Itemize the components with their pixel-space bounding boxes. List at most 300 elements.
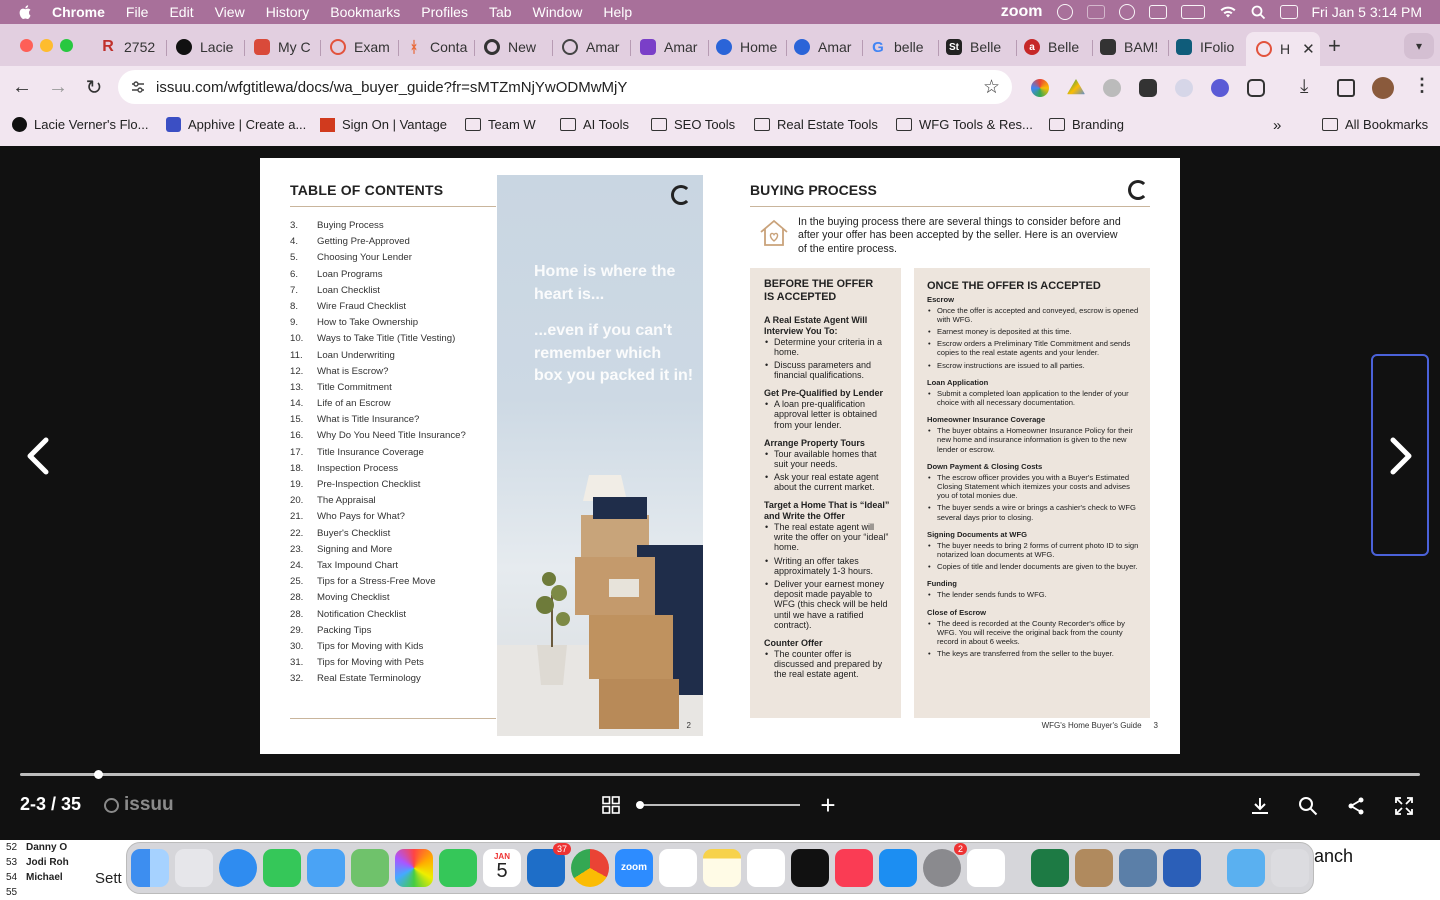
menu-tab[interactable]: Tab xyxy=(488,4,512,20)
toc-item-number: 29. xyxy=(290,624,304,636)
process-bullet: • The buyer obtains a Homeowner Insurance Policy for their new home and insurance information is given to the new lender or escrow. xyxy=(927,426,1140,454)
bookmark-vantage[interactable] xyxy=(320,117,447,132)
toc-item-title: Loan Underwriting xyxy=(317,349,395,361)
tab-favicon-icon: St xyxy=(946,39,962,55)
toc-item-number: 32. xyxy=(290,673,304,685)
toc-item[interactable] xyxy=(290,220,500,236)
row-number: 54 xyxy=(6,872,18,883)
toc-item[interactable] xyxy=(290,236,500,252)
menu-app-name[interactable]: Chrome xyxy=(52,4,105,20)
after-offer-heading: ONCE THE OFFER IS ACCEPTED xyxy=(927,280,1101,292)
menu-profiles[interactable]: Profiles xyxy=(421,4,468,20)
browser-tab[interactable] xyxy=(254,32,310,62)
menu-window[interactable]: Window xyxy=(532,4,583,20)
bookmark-folder-team-w[interactable] xyxy=(465,117,536,132)
chrome-icon[interactable] xyxy=(571,849,609,887)
tab-favicon-icon xyxy=(1100,39,1116,55)
preview-icon[interactable] xyxy=(1119,849,1157,887)
apple-icon[interactable] xyxy=(18,4,34,20)
toc-item[interactable] xyxy=(290,463,500,479)
launchpad-icon[interactable] xyxy=(175,849,213,887)
zoom-in-button[interactable]: + xyxy=(820,790,836,820)
process-bullets xyxy=(764,649,892,680)
bookmark-star-icon[interactable]: ☆ xyxy=(982,77,1000,98)
browser-tab-active[interactable] xyxy=(1246,32,1320,66)
menu-edit[interactable]: Edit xyxy=(169,4,194,20)
folder-icon xyxy=(651,118,667,131)
toc-item-title: Buyer's Checklist xyxy=(317,527,391,539)
browser-tab[interactable] xyxy=(562,32,618,62)
menu-help[interactable]: Help xyxy=(603,4,633,20)
toc-item-title: Signing and More xyxy=(317,543,393,555)
folder-icon xyxy=(560,118,576,131)
reminders-icon[interactable] xyxy=(659,849,697,887)
browser-tab[interactable] xyxy=(794,32,850,62)
downloads-folder-icon[interactable] xyxy=(1227,849,1265,887)
toc-item[interactable] xyxy=(290,382,500,398)
browser-menu-icon[interactable]: ⋮ xyxy=(1413,75,1431,95)
tab-separator xyxy=(938,40,939,56)
background-settings-label: Sett xyxy=(95,870,122,887)
wfg-logo-icon xyxy=(1128,180,1148,200)
process-section xyxy=(764,438,892,493)
tab-separator xyxy=(552,40,553,56)
tab-favicon-icon: a xyxy=(1024,39,1040,55)
word-icon[interactable] xyxy=(1163,849,1201,887)
close-window-button[interactable] xyxy=(20,39,33,52)
left-page-number: 2 xyxy=(686,721,691,730)
extension-cloud-icon[interactable] xyxy=(1175,79,1193,97)
extensions-puzzle-icon[interactable] xyxy=(1247,79,1265,97)
browser-tab[interactable] xyxy=(330,32,390,62)
extension-star-icon[interactable] xyxy=(1211,79,1229,97)
toc-item-number: 5. xyxy=(290,252,299,264)
house-heart-icon xyxy=(758,218,790,248)
toc-item-number: 20. xyxy=(290,495,304,507)
tab-separator xyxy=(708,40,709,56)
profile-avatar[interactable] xyxy=(1372,77,1394,99)
tab-favicon-icon: R xyxy=(102,38,114,55)
side-panel-icon[interactable] xyxy=(1337,79,1355,97)
toc-item-number: 7. xyxy=(290,284,299,296)
page-indicator: 2-3 / 35 xyxy=(20,794,82,814)
toc-item[interactable] xyxy=(290,576,500,592)
bookmarks-overflow-chevron-icon[interactable]: » xyxy=(1273,117,1282,134)
toc-item[interactable] xyxy=(290,511,500,527)
tab-separator xyxy=(1168,40,1169,56)
facetime-icon[interactable] xyxy=(439,849,477,887)
control-center-icon[interactable] xyxy=(1280,5,1298,19)
safari-icon[interactable] xyxy=(219,849,257,887)
google-drive-icon[interactable] xyxy=(1067,79,1085,97)
process-section xyxy=(927,415,1140,454)
tab-label: Belle xyxy=(970,39,1002,55)
menubar-clock[interactable]: Fri Jan 5 3:14 PM xyxy=(1311,4,1422,20)
browser-tab[interactable] xyxy=(1024,32,1084,62)
toc-item-title: Title Insurance Coverage xyxy=(317,446,424,458)
process-bullets xyxy=(764,449,892,493)
battery-icon[interactable] xyxy=(1181,5,1205,19)
toc-item-title: Choosing Your Lender xyxy=(317,252,412,264)
toc-item-number: 24. xyxy=(290,559,304,571)
process-section-heading: Counter Offer xyxy=(764,638,823,649)
bookmark-label: Team W xyxy=(488,117,536,132)
toc-item-number: 22. xyxy=(290,527,304,539)
toc-item[interactable] xyxy=(290,333,500,349)
browser-tab[interactable] xyxy=(946,32,1006,62)
extension-k-icon[interactable] xyxy=(1103,79,1121,97)
toc-item-number: 4. xyxy=(290,236,299,248)
outlook-icon[interactable] xyxy=(527,844,567,887)
process-bullet: • Tour available homes that suit your needs. xyxy=(764,449,892,469)
toc-item-number: 19. xyxy=(290,479,304,490)
tab-favicon-icon: G xyxy=(872,38,884,56)
bookmark-folder-branding[interactable] xyxy=(1049,117,1124,132)
toc-item-number: 8. xyxy=(290,300,299,312)
process-bullet: • Earnest money is deposited at this time. xyxy=(927,327,1140,336)
downloads-icon[interactable]: ⤓ xyxy=(1300,76,1309,97)
browser-window xyxy=(0,24,1440,146)
toc-item[interactable] xyxy=(290,317,500,333)
status-area xyxy=(1001,0,1422,24)
toc-item-title: Why Do You Need Title Insurance? xyxy=(317,430,466,442)
tab-favicon-icon xyxy=(1176,39,1192,55)
toc-item-number: 10. xyxy=(290,333,304,345)
process-bullet: • The real estate agent will write the offer on your “ideal” home. xyxy=(764,522,892,553)
toc-item[interactable] xyxy=(290,495,500,511)
toc-item-number: 31. xyxy=(290,657,304,669)
tab-search-button[interactable]: ▾ xyxy=(1404,33,1434,59)
toc-item-title: Inspection Process xyxy=(317,462,399,474)
browser-tab[interactable] xyxy=(870,32,928,62)
search-icon[interactable] xyxy=(1298,796,1318,816)
toc-item[interactable] xyxy=(290,398,500,414)
row-name: Danny O xyxy=(26,842,68,853)
tab-favicon-icon xyxy=(640,39,656,55)
tab-label: Exam xyxy=(354,39,390,55)
moving-boxes-photo xyxy=(497,175,703,736)
tab-separator xyxy=(166,40,167,56)
next-page-arrow-icon xyxy=(1385,436,1417,476)
minimize-window-button[interactable] xyxy=(40,39,53,52)
toc-item-title: Tips for Moving with Pets xyxy=(317,657,424,669)
photos-icon[interactable] xyxy=(395,849,433,887)
background-text: anch xyxy=(1314,846,1354,866)
folder-icon xyxy=(754,118,770,131)
toc-item-number: 12. xyxy=(290,365,304,377)
tab-separator xyxy=(1016,40,1017,56)
bookmark-lacie[interactable] xyxy=(12,117,148,132)
menu-file[interactable]: File xyxy=(125,4,149,20)
tab-favicon-icon xyxy=(330,39,346,55)
photo-quote xyxy=(534,261,694,388)
share-icon[interactable] xyxy=(1346,796,1366,816)
process-section-heading: Signing Documents at WFG xyxy=(927,529,1027,539)
process-section-heading: A Real Estate Agent Will Interview You To: xyxy=(764,315,868,336)
toc-item[interactable] xyxy=(290,366,500,382)
browser-toolbar xyxy=(0,66,1440,108)
process-section xyxy=(764,500,892,630)
browser-tab[interactable] xyxy=(1176,32,1236,62)
toc-item[interactable] xyxy=(290,528,500,544)
bookmark-folder-ai-tools[interactable] xyxy=(560,117,629,132)
toc-item-number: 23. xyxy=(290,543,304,555)
process-section xyxy=(927,530,1140,572)
tab-separator xyxy=(786,40,787,56)
tab-label: 2752 xyxy=(124,39,156,55)
process-bullet: • Copies of title and lender documents are given to the buyer. xyxy=(927,562,1140,571)
grid-view-icon[interactable] xyxy=(602,796,620,814)
site-settings-icon[interactable] xyxy=(130,79,146,95)
close-tab-icon[interactable]: ✕ xyxy=(1302,41,1315,58)
screen-record-icon[interactable] xyxy=(1087,5,1105,19)
process-section xyxy=(927,579,1140,599)
tab-favicon-icon xyxy=(484,39,500,55)
address-bar[interactable] xyxy=(118,70,1012,104)
process-section-heading: Get Pre-Qualified by Lender xyxy=(764,388,884,399)
issuu-logo[interactable] xyxy=(104,794,174,816)
extension-stamp-icon[interactable] xyxy=(1139,79,1157,97)
toc-item[interactable] xyxy=(290,609,500,625)
toc-item-title: Real Estate Terminology xyxy=(317,673,421,685)
browser-tab[interactable] xyxy=(640,32,696,62)
toc-item-title: What is Title Insurance? xyxy=(317,414,420,426)
tab-favicon-icon xyxy=(794,39,810,55)
bookmark-folder-wfg-tools[interactable] xyxy=(896,117,1033,132)
toc-item-title: How to Take Ownership xyxy=(317,317,419,329)
process-bullets xyxy=(927,619,1140,659)
toc-item-number: 18. xyxy=(290,462,304,474)
menu-bookmarks[interactable]: Bookmarks xyxy=(330,4,401,20)
tab-strip xyxy=(0,24,1440,66)
tab-label: Lacie xyxy=(200,39,234,55)
process-bullets xyxy=(927,473,1140,522)
document-spread xyxy=(260,158,1180,754)
contacts-icon[interactable] xyxy=(1075,849,1113,887)
toc-item[interactable] xyxy=(290,350,500,366)
wifi-icon[interactable] xyxy=(1219,5,1237,19)
spotlight-search-icon[interactable] xyxy=(1251,5,1266,20)
process-bullet: • Writing an offer takes approximately 1-3 hours. xyxy=(764,556,892,576)
process-bullets xyxy=(764,337,892,381)
toc-item-title: What is Escrow? xyxy=(317,365,389,377)
bookmark-label: Real Estate Tools xyxy=(777,117,878,132)
toc-item[interactable] xyxy=(290,560,500,576)
tab-label: H xyxy=(1280,41,1291,57)
toc-item-number: 11. xyxy=(290,349,303,361)
toc-item[interactable] xyxy=(290,625,500,641)
calendar-icon[interactable] xyxy=(483,849,521,887)
process-bullets xyxy=(927,389,1140,407)
toc-item-number: 14. xyxy=(290,398,304,410)
download-icon[interactable] xyxy=(1250,796,1270,816)
toc-item-number: 17. xyxy=(290,446,304,458)
toc-item-number: 6. xyxy=(290,268,299,280)
browser-tab[interactable] xyxy=(484,32,540,62)
process-bullet: • A loan pre-qualification approval letter is obtained from your lender. xyxy=(764,399,892,430)
toc-item[interactable] xyxy=(290,641,500,657)
toc-item-title: Notification Checklist xyxy=(317,608,407,620)
tab-separator xyxy=(862,40,863,56)
toc-divider xyxy=(290,206,496,207)
zoom-slider[interactable] xyxy=(638,804,800,806)
bookmark-apphive[interactable] xyxy=(166,117,306,132)
apple-tv-icon[interactable] xyxy=(791,849,829,887)
tab-label: Amar xyxy=(586,39,620,55)
toc-item[interactable] xyxy=(290,447,500,463)
maximize-window-button[interactable] xyxy=(60,39,73,52)
toc-item-title: Packing Tips xyxy=(317,624,372,636)
calendar-day: 5 xyxy=(496,860,508,882)
zoom-knob[interactable] xyxy=(636,801,644,809)
quote-line-2: ...even if you can't remember which box you packed it in! xyxy=(534,322,694,384)
process-section xyxy=(764,638,892,679)
bookmark-label: Branding xyxy=(1072,117,1125,132)
calendar-month: JAN xyxy=(493,852,510,861)
tab-label: Conta xyxy=(430,39,468,55)
row-number: 52 xyxy=(6,842,18,853)
after-offer-column xyxy=(914,268,1150,718)
process-bullets xyxy=(764,522,892,630)
before-offer-heading: BEFORE THE OFFER IS ACCEPTED xyxy=(764,278,874,303)
grammarly-icon[interactable] xyxy=(1057,4,1073,20)
issuu-document-viewer xyxy=(0,146,1440,840)
slack-icon[interactable] xyxy=(967,849,1005,887)
progress-knob[interactable] xyxy=(94,770,103,779)
toc-item[interactable] xyxy=(290,285,500,301)
finder-icon[interactable] xyxy=(131,849,169,887)
gear-status-icon[interactable] xyxy=(1119,4,1135,20)
process-bullets xyxy=(927,306,1140,370)
page-progress-slider[interactable] xyxy=(20,773,1420,776)
tab-label: My C xyxy=(278,39,311,55)
folder-icon xyxy=(1322,118,1338,131)
previous-page-arrow-icon[interactable] xyxy=(22,436,54,476)
toc-item-title: Buying Process xyxy=(317,220,384,231)
toc-item[interactable] xyxy=(290,479,500,495)
bookmark-folder-seo-tools[interactable] xyxy=(651,117,735,132)
process-bullet: • Submit a completed loan application to the lender of your choice with all necessary documentation. xyxy=(927,389,1140,407)
toc-item[interactable] xyxy=(290,252,500,268)
folder-icon xyxy=(1049,118,1065,131)
toc-item-title: Tips for Moving with Kids xyxy=(317,640,424,652)
right-page-number: 3 xyxy=(1153,721,1158,730)
toc-item-number: 28. xyxy=(290,592,304,604)
toc-item-number: 3. xyxy=(290,220,299,231)
tab-separator xyxy=(244,40,245,56)
tab-label: New xyxy=(508,39,537,55)
freeform-icon[interactable] xyxy=(747,849,785,887)
app-store-icon[interactable] xyxy=(879,849,917,887)
toc-item-number: 30. xyxy=(290,640,304,652)
extension-icon[interactable] xyxy=(1031,79,1049,97)
process-section-heading: Target a Home That is “Ideal” and Write the Offer xyxy=(764,500,890,522)
boxes-illustration xyxy=(497,175,703,736)
bookmark-label: Lacie Verner's Flo... xyxy=(34,117,149,132)
process-bullets xyxy=(764,399,892,430)
toc-item-number: 9. xyxy=(290,317,299,329)
excel-icon[interactable] xyxy=(1031,849,1069,887)
reload-button[interactable]: ↻ xyxy=(85,76,103,99)
toc-item[interactable] xyxy=(290,592,500,608)
bookmark-label: Sign On | Vantage xyxy=(342,117,448,132)
maps-icon[interactable] xyxy=(351,849,389,887)
tab-separator xyxy=(320,40,321,56)
toc-item-title: Moving Checklist xyxy=(317,592,390,604)
bookmark-label: AI Tools xyxy=(583,117,630,132)
browser-tab[interactable] xyxy=(1100,32,1160,62)
next-page-button[interactable] xyxy=(1371,354,1429,556)
tab-favicon-icon xyxy=(176,39,192,55)
tab-label: IFolio xyxy=(1200,39,1235,55)
system-settings-icon[interactable] xyxy=(923,844,963,887)
tab-favicon-icon xyxy=(716,39,732,55)
notes-icon[interactable] xyxy=(703,849,741,887)
folder-icon xyxy=(465,118,481,131)
browser-tab[interactable] xyxy=(716,32,778,62)
process-bullet: • The buyer needs to bring 2 forms of current photo ID to sign notarized loan documents at WFG. xyxy=(927,541,1140,559)
toc-item[interactable] xyxy=(290,269,500,285)
process-section xyxy=(764,315,892,380)
toc-item[interactable] xyxy=(290,657,500,673)
bookmark-label: SEO Tools xyxy=(674,117,736,132)
browser-tab[interactable] xyxy=(176,32,232,62)
trash-icon[interactable] xyxy=(1271,849,1309,887)
zoom-status-label[interactable]: zoom xyxy=(1000,3,1043,20)
bookmark-label: WFG Tools & Res... xyxy=(919,117,1033,132)
process-section-heading: Funding xyxy=(927,579,957,589)
zoom-app-icon[interactable] xyxy=(615,849,653,887)
menu-view[interactable]: View xyxy=(214,4,245,20)
music-icon[interactable] xyxy=(835,849,873,887)
toc-item[interactable] xyxy=(290,301,500,317)
toc-item-title: Pre-Inspection Checklist xyxy=(317,479,421,490)
process-bullets xyxy=(927,590,1140,599)
issuu-logo-icon xyxy=(104,798,119,813)
mail-icon[interactable] xyxy=(307,849,345,887)
process-bullets xyxy=(927,541,1140,572)
process-section-heading: Homeowner Insurance Coverage xyxy=(927,415,1046,425)
toc-item[interactable] xyxy=(290,430,500,446)
browser-tab[interactable] xyxy=(100,32,156,62)
toc-item-number: 28. xyxy=(290,608,304,620)
menu-history[interactable]: History xyxy=(265,4,310,20)
bookmark-folder-real-estate-tools[interactable] xyxy=(754,117,878,132)
toc-item-number: 16. xyxy=(290,430,304,442)
toc-title: TABLE OF CONTENTS xyxy=(290,182,444,198)
toc-item[interactable] xyxy=(290,673,500,689)
messages-icon[interactable] xyxy=(263,849,301,887)
process-bullet: • Deliver your earnest money deposit made payable to WFG (this check will be held until we have a ratified contract). xyxy=(764,579,892,630)
toc-item-title: Title Commitment xyxy=(317,381,392,393)
row-name: Michael xyxy=(26,872,63,883)
keyboard-icon[interactable] xyxy=(1149,5,1167,19)
toc-item[interactable] xyxy=(290,414,500,430)
all-bookmarks-folder[interactable] xyxy=(1322,117,1428,132)
process-bullets xyxy=(927,426,1140,454)
process-section-heading: Arrange Property Tours xyxy=(764,437,865,448)
tab-favicon-icon xyxy=(254,39,270,55)
fullscreen-icon[interactable] xyxy=(1394,796,1414,816)
toc-item[interactable] xyxy=(290,544,500,560)
process-bullet: • Escrow instructions are issued to all parties. xyxy=(927,361,1140,370)
new-tab-button[interactable]: + xyxy=(1328,33,1341,58)
forward-button[interactable]: → xyxy=(48,75,68,98)
bookmark-label: Apphive | Create a... xyxy=(188,117,307,132)
process-bullet: • The counter offer is discussed and prepared by the real estate agent. xyxy=(764,649,892,680)
back-button[interactable]: ← xyxy=(12,75,32,98)
browser-tab[interactable] xyxy=(406,32,468,62)
